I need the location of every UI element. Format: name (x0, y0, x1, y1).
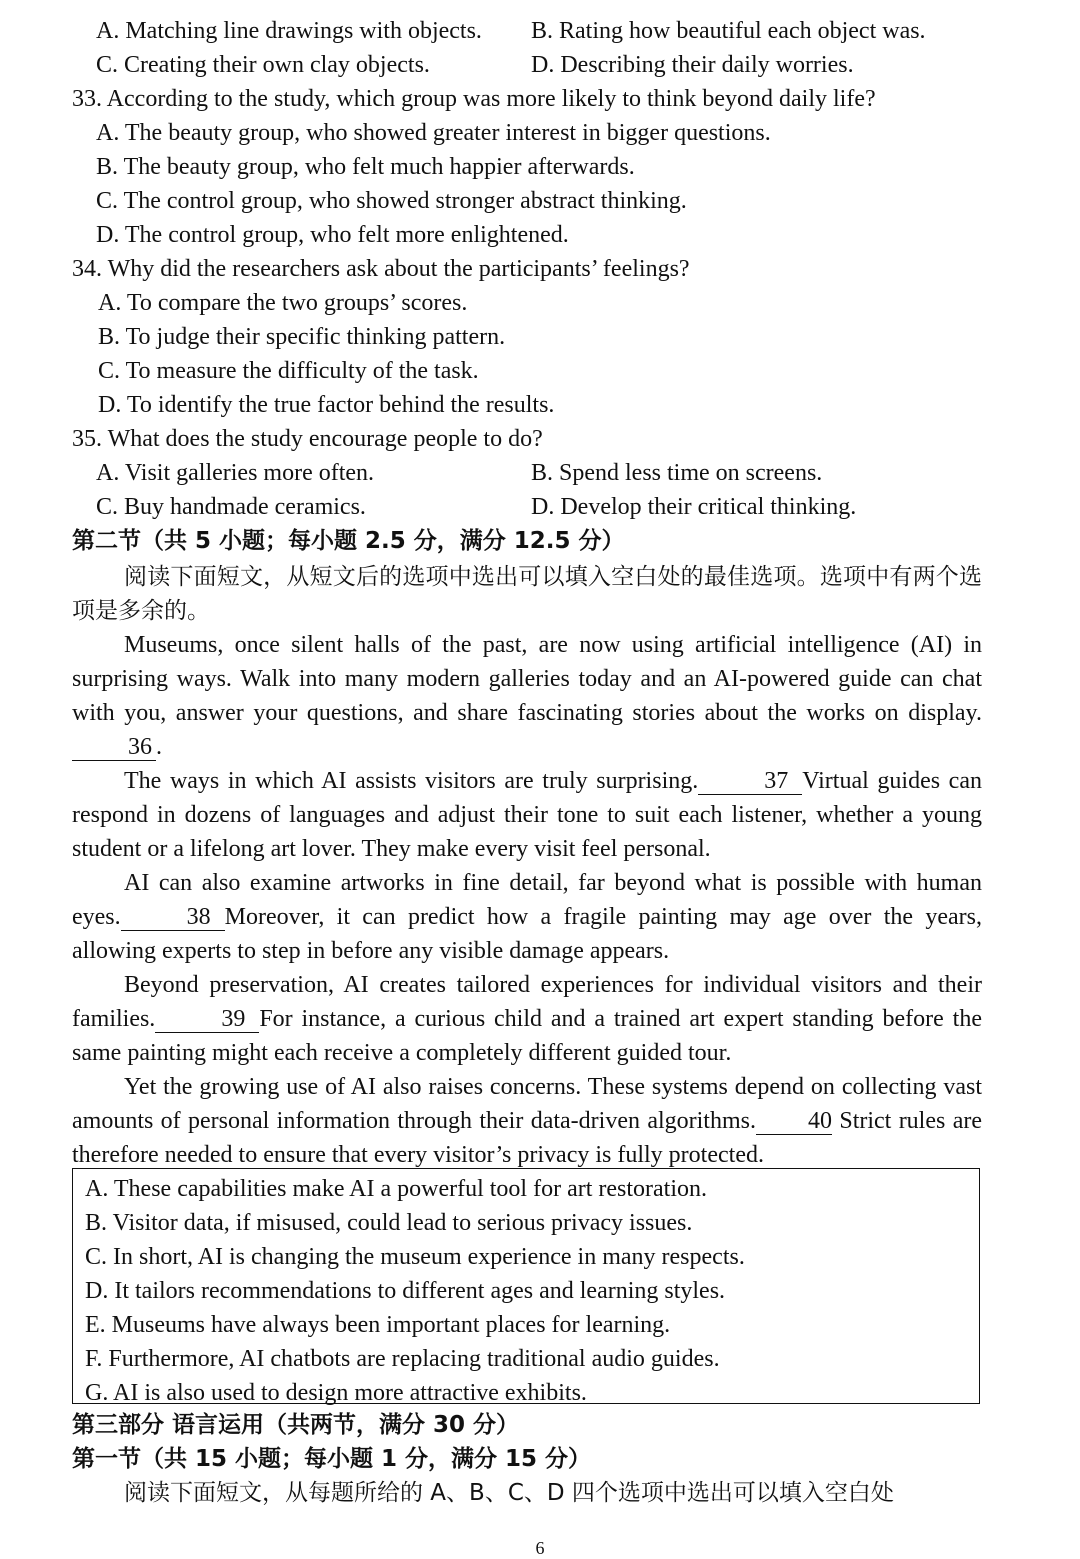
answer-option-f: F. Furthermore, AI chatbots are replacing traditional audio guides. (85, 1346, 720, 1372)
part3-section1-heading: 第一节（共 15 小题；每小题 1 分，满分 15 分） (72, 1446, 592, 1472)
answer-option-e: E. Museums have always been important places for learning. (85, 1312, 671, 1338)
part3-instruction: 阅读下面短文，从每题所给的 A、B、C、D 四个选项中选出可以填入空白处 (124, 1480, 894, 1506)
answer-option-d: D. It tailors recommendations to different ages and learning styles. (85, 1278, 726, 1304)
passage-p5-text-a: Yet the growing use of AI also raises concerns. These systems depend on collecting vast amounts of personal information through their data-driven algorithms. (72, 1074, 982, 1134)
q35-options-row-2 (96, 492, 856, 526)
q32-option-c: C. Creating their own clay objects. (96, 52, 430, 78)
passage-paragraph-1 (72, 628, 982, 764)
q32-options-row-2 (96, 50, 854, 84)
q33-option-c: C. The control group, who showed stronger abstract thinking. (96, 188, 687, 214)
passage-p4-text-a: Beyond preservation, AI creates tailored experiences for individual visitors and their families. (72, 972, 982, 1032)
q32-option-a: A. Matching line drawings with objects. (96, 18, 482, 44)
passage-paragraph-5 (72, 1070, 982, 1172)
answer-option-b: B. Visitor data, if misused, could lead to serious privacy issues. (85, 1210, 693, 1236)
answer-option-g: G. AI is also used to design more attractive exhibits. (85, 1380, 587, 1406)
passage-p1-text: Museums, once silent halls of the past, are now using artificial intelligence (AI) in surprising ways. Walk into many modern galleries today and an AI-powered guide can chat with you, answer your questions, and share fascinating stories about the works on display. (72, 632, 982, 726)
q35-option-a: A. Visit galleries more often. (96, 460, 375, 486)
section2-instruction: 阅读下面短文，从短文后的选项中选出可以填入空白处的最佳选项。选项中有两个选项是多余的。 (72, 564, 982, 624)
blank-40: 40 (756, 1108, 832, 1135)
q34-stem: 34. Why did the researchers ask about the participants’ feelings? (72, 256, 690, 282)
passage-p2-text-a: The ways in which AI assists visitors are truly surprising. (124, 768, 699, 794)
q33-option-b: B. The beauty group, who felt much happier afterwards. (96, 154, 635, 180)
answer-option-c: C. In short, AI is changing the museum experience in many respects. (85, 1244, 745, 1270)
q34-option-b: B. To judge their specific thinking pattern. (98, 324, 506, 350)
q32-option-d: D. Describing their daily worries. (531, 52, 854, 78)
q35-stem: 35. What does the study encourage people to do? (72, 426, 543, 452)
blank-36: 36 (72, 734, 156, 761)
q35-option-b: B. Spend less time on screens. (531, 460, 823, 486)
q35-options-row-1 (96, 458, 822, 492)
q32-option-b: B. Rating how beautiful each object was. (531, 18, 926, 44)
answer-option-a: A. These capabilities make AI a powerful tool for art restoration. (85, 1176, 708, 1202)
passage-p3-text-b: Moreover, it can predict how a fragile painting may age over the years, allowing experts to step in before any visible damage appears. (72, 904, 982, 964)
part3-heading: 第三部分 语言运用（共两节，满分 30 分） (72, 1412, 520, 1438)
passage-p1-end: . (156, 734, 162, 760)
q32-options-row-1 (96, 16, 926, 50)
q34-option-d: D. To identify the true factor behind the results. (98, 392, 555, 418)
q35-option-c: C. Buy handmade ceramics. (96, 494, 366, 520)
blank-39: 39 (155, 1006, 259, 1033)
passage-paragraph-2 (72, 764, 982, 866)
blank-37: 37 (698, 768, 802, 795)
q33-option-d: D. The control group, who felt more enlightened. (96, 222, 569, 248)
q33-option-a: A. The beauty group, who showed greater interest in bigger questions. (96, 120, 771, 146)
passage-p2-text-b: Virtual guides can respond in dozens of languages and adjust their tone to suit each listener, whether a young student or a lifelong art lover. They make every visit feel personal. (72, 768, 982, 862)
q35-option-d: D. Develop their critical thinking. (531, 494, 857, 520)
q34-option-c: C. To measure the difficulty of the task. (98, 358, 479, 384)
q33-stem: 33. According to the study, which group was more likely to think beyond daily life? (72, 86, 876, 112)
blank-38: 38 (121, 904, 225, 931)
answer-options-box (72, 1168, 980, 1404)
section2-heading: 第二节（共 5 小题；每小题 2.5 分，满分 12.5 分） (72, 528, 625, 554)
passage-p3-text-a: AI can also examine artworks in fine detail, far beyond what is possible with human eyes. (72, 870, 982, 930)
passage-p4-text-b: For instance, a curious child and a trained art expert standing before the same painting might each receive a completely different guided tour. (72, 1006, 982, 1066)
passage-p5-text-b: Strict rules are therefore needed to ensure that every visitor’s privacy is fully protected. (72, 1108, 982, 1168)
q34-option-a: A. To compare the two groups’ scores. (98, 290, 468, 316)
passage-paragraph-4 (72, 968, 982, 1070)
page-number: 6 (535, 1538, 545, 1558)
passage-paragraph-3 (72, 866, 982, 968)
